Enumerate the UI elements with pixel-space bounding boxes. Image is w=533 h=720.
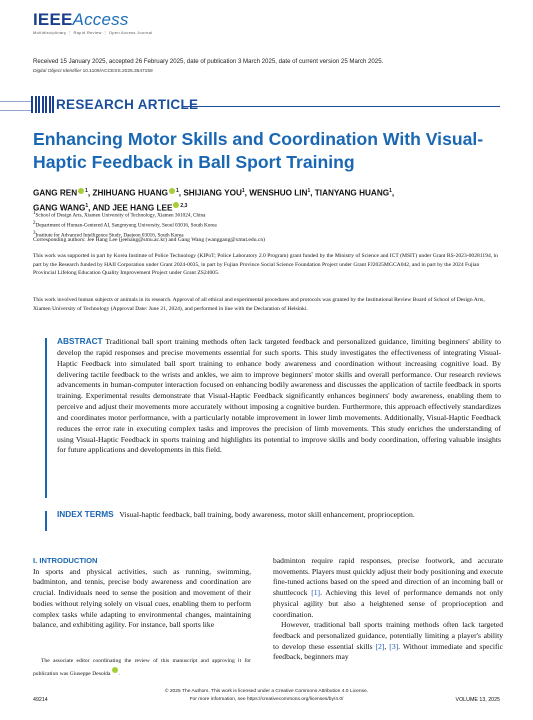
section-heading-introduction: I. INTRODUCTION	[33, 556, 98, 565]
author-name: WENSHUO LIN	[249, 188, 308, 198]
paragraph-text: . Without immediate and specific feedback, beginners may	[273, 641, 503, 662]
author-affiliation-mark: 1	[85, 202, 89, 209]
banner-bars-decor	[31, 96, 54, 113]
banner-rule	[183, 106, 500, 107]
index-terms	[57, 509, 501, 521]
journal-logo[interactable]	[33, 10, 129, 30]
doi-line	[33, 69, 153, 74]
paragraph-text: . Achieving this level of performance demands not only physical agility but also a heightened sense of proprioception and coordination.	[273, 588, 503, 619]
abstract-heading: ABSTRACT	[57, 336, 103, 346]
orcid-icon[interactable]	[112, 667, 118, 673]
intro-paragraph-continued	[273, 556, 503, 620]
banner-lines-decor	[0, 101, 31, 111]
author-name: GANG WANG	[33, 203, 86, 213]
body-right-column	[273, 556, 503, 663]
author-affiliation-mark: 1	[85, 188, 88, 194]
author-name: GANG REN	[33, 188, 78, 198]
index-terms-side-bar	[45, 511, 47, 531]
ethics-statement: This work involved human subjects or animals in its research. Approval of all ethical and experimental procedures and protocols was granted by the Institutional Review Board of School of Design Arts, Xiamen University of Technology (Approval Date: June 21, 2024), and performed in line with the Declaration of Helsinki.	[33, 297, 485, 312]
author-affiliation-mark: 1	[389, 188, 392, 194]
abstract-side-bar	[45, 338, 47, 498]
body-left-column	[33, 556, 251, 631]
logo-ieee-text: IEEE	[33, 10, 73, 29]
paragraph-text: badminton require rapid responses, precise footwork, and accurate movements. Players must quickly adjust their body positioning and execute fine-tuned actions based on the speed and direction of an incoming ball or shuttlecock	[273, 556, 503, 598]
abstract-text: Traditional ball sport training methods often lack targeted feedback and personalized guidance, limiting beginners' ability to develop the rapid responses and precise movements essential for such sports. This study investigates the effectiveness of integrating Visual-Haptic Feedback into simulated ball sport training to enhance body awareness and coordination without increasing cognitive load. By delivering tactile feedback to the wrists and ankles, we aim to improve beginners' motor skills and overall performance. Our research reviews advancements in human-computer interaction focused on enhancing bodily awareness and discusses the application of tactile feedback in sports training. Experimental results demonstrate that Visual-Haptic Feedback significantly enhances beginners' body awareness, enabling them to perceive and adjust their movements more accurately without imposing a cognitive burden. Furthermore, this approach effectively standardizes and coordinates motor performance, with a particularly notable improvement in lower limb movements. Additionally, Visual-Haptic Feedback reduces the error rate in executing complex tasks and improves the precision of limb movements. This study enriches the understanding of using Visual-Haptic Feedback in sports training and highlights its potential to improve skills and body coordination, offering valuable insights for future applications and developments in this field.	[57, 337, 501, 455]
author-name: TIANYANG HUANG	[314, 188, 390, 198]
volume-label: VOLUME 13, 2025	[455, 697, 500, 703]
affiliation-number: 3	[33, 230, 36, 236]
license-footer	[0, 688, 533, 704]
intro-paragraph-2	[273, 620, 503, 663]
doi-value[interactable]: 10.1109/ACCESS.2025.3547159	[82, 69, 153, 74]
citation-link[interactable]: [3]	[389, 641, 399, 651]
author-name: SHIJIANG YOU	[183, 188, 242, 198]
affiliation-number: 2	[33, 220, 36, 226]
footnote-text: The associate editor coordinating the review of this manuscript and approving it for publication was Giuseppe Desolda	[33, 658, 251, 677]
orcid-icon[interactable]	[169, 188, 175, 194]
index-terms-text: Visual-haptic feedback, ball training, body awareness, motor skill enhancement, proprioception.	[119, 510, 415, 519]
affiliation-item	[33, 210, 503, 220]
author-list: GANG REN $^1$, ZHIHUANG HUANG $^1$, SHIJIANG YOU$^1$, WENSHUO LIN$^1$, TIANYANG HUANG$^1$, GANG WANG$^1$, AND JEE HANG LEE $^{2,3}$	[33, 188, 395, 213]
journal-tagline: Multidisciplinary ⋮ Rapid Review ⋮ Open Access Journal	[33, 30, 153, 35]
journal-header	[0, 0, 533, 40]
publication-dates: Received 15 January 2025, accepted 26 February 2025, date of publication 3 March 2025, date of current version 25 March 2025.	[33, 58, 384, 65]
paragraph-text: However, traditional ball sports training methods often lack targeted feedback and personalized guidance, potentially limiting a player's ability to develop these essential skills	[273, 620, 503, 651]
affiliations	[33, 210, 503, 240]
index-terms-heading: INDEX TERMS	[57, 509, 114, 519]
orcid-icon[interactable]	[173, 202, 179, 208]
citation-separator: ,	[384, 641, 390, 651]
page-number: 49214	[33, 697, 48, 703]
article-type-label: RESEARCH ARTICLE	[56, 97, 199, 112]
citation-link[interactable]: [2]	[375, 641, 385, 651]
citation-link[interactable]: [1]	[311, 588, 321, 598]
corresponding-authors: Corresponding authors: Jee Hang Lee (jeehang@smu.ac.kr) and Gang Wang (wanggang@xmut.edu.cn)	[33, 237, 266, 243]
funding-statement: This work was supported in part by Korea Institute of Police Technology (KIPoT; Police Laboratory 2.0 Program) grant funded by the Ministry of Science and ICT (MSIT) under Grant RS-2023-00281194, in part by the Research funded by HAII Corporation under Grant 2024-0035, in part by Fujian Province Social Science Foundation Project under Grant FJ2025MGCA042, and in part by the 2024 Fujian Provincial Lifelong Education Quality Improvement Project under Grant ZS24005.	[33, 253, 498, 277]
affiliation-item	[33, 220, 503, 230]
author-affiliation-mark: 1	[175, 188, 179, 194]
article-type-banner	[0, 94, 533, 116]
affiliation-text: Institute for Advanced Intelligence Study, Daejeon 03016, South Korea	[35, 232, 184, 239]
license-line: © 2025 The Authors. This work is licensed under a Creative Commons Attribution 4.0 License.	[164, 689, 369, 694]
author-affiliation-mark: 1	[307, 188, 311, 194]
orcid-icon[interactable]	[78, 188, 84, 194]
intro-paragraph-1: In sports and physical activities, such as running, swimming, badminton, and tennis, precise body awareness and coordination are crucial. Individuals need to sense the position and movement of their bodies without relying solely on visual cues, enabling them to perform complex tasks while adapting to environmental changes, maintaining balance, and exhibiting agility. For instance, ball sports like	[33, 566, 251, 630]
editor-footnote: The associate editor coordinating the review of this manuscript and approving it for publication was Giuseppe Desolda .	[33, 658, 251, 677]
affiliation-number: 1	[33, 211, 36, 216]
affiliation-text: School of Design Arts, Xiamen University of Technology, Xiamen 361024, China	[35, 212, 206, 219]
abstract	[57, 336, 501, 456]
author-name: JEE HANG LEE	[112, 203, 173, 213]
author-affiliation-mark: 1	[241, 188, 245, 194]
doi-label: Digital Object Identifier	[33, 69, 82, 74]
author-affiliation-mark: 2,3	[180, 202, 188, 209]
logo-access-text: Access	[72, 10, 129, 29]
license-link[interactable]: For more information, see https://creativecommons.org/licenses/by/4.0/	[189, 697, 344, 702]
affiliation-text: Department of Human-Centered AI, Sangmyung University, Seoul 03016, South Korea	[35, 222, 217, 229]
author-name: ZHIHUANG HUANG	[92, 188, 168, 198]
paper-title: Enhancing Motor Skills and Coordination With Visual-Haptic Feedback in Ball Sport Training	[33, 129, 484, 172]
